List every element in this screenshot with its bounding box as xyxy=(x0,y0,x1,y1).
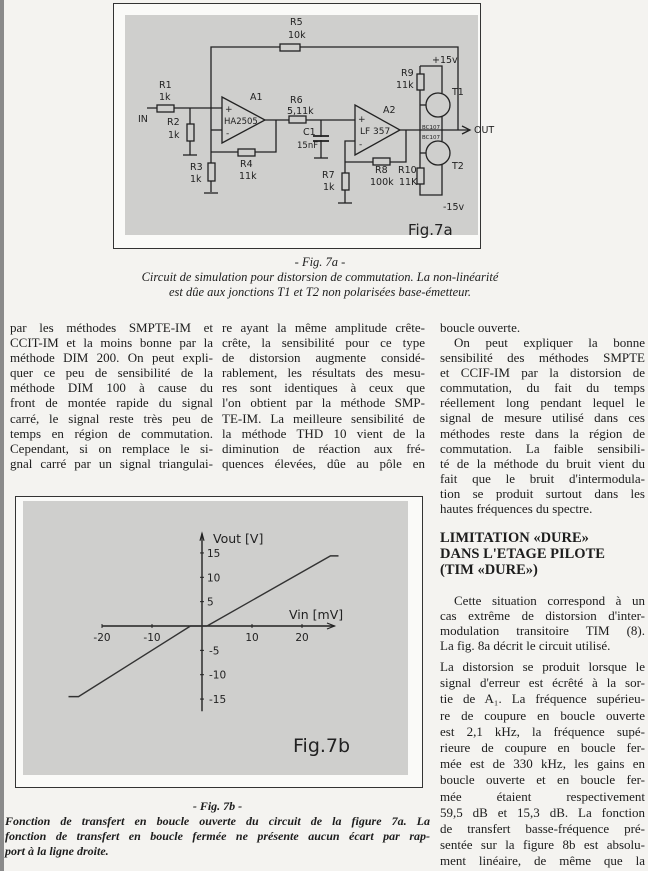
paragraph-line: diminution de réaction aux fré- xyxy=(222,440,425,456)
label-r4-value: 11k xyxy=(239,171,257,182)
figure-7b-caption xyxy=(5,799,430,859)
paragraph-line: res sont identiques à ceux que xyxy=(222,380,425,396)
paragraph-line: méthode DIM 100 à cause du xyxy=(10,380,213,396)
paragraph-line: té de la méthode du bruit vient du xyxy=(440,455,645,471)
paragraph-line: CCIT-IM et la moins bonne par la xyxy=(10,335,213,351)
label-t2: T2 xyxy=(452,161,464,172)
heading-line: LIMITATION «DURE» xyxy=(440,530,589,546)
paragraph-line: re de coupure en boucle ouverte xyxy=(440,707,645,723)
figure-7b-caption-line: Fonction de transfert en boucle ouverte du circuit de la figure 7a. La xyxy=(5,814,430,828)
paragraph-line: rablement, les résultats des mesu- xyxy=(222,365,425,381)
label-r5: R5 xyxy=(290,17,303,28)
label-r3-value: 1k xyxy=(190,174,202,185)
figure-7a-caption-line: Circuit de simulation pour distorsion de commutation. La non-linéarité xyxy=(141,270,499,284)
label-a1: A1 xyxy=(250,92,263,103)
x-tick-label: 20 xyxy=(295,632,309,644)
label-in: IN xyxy=(138,114,148,125)
paragraph-line: quences élevées, dûe au pôle en xyxy=(222,455,425,471)
paragraph-line: de distorsion augmente considé- xyxy=(222,350,425,366)
a1-plus: + xyxy=(225,105,233,115)
label-r8: R8 xyxy=(375,165,388,176)
paragraph-line: Cette situation correspond à un xyxy=(454,593,645,608)
paragraph-line: tie de A₁. La fréquence supérieu- xyxy=(440,691,645,707)
paragraph-line: sensibilité des méthodes SMPTE xyxy=(440,350,645,366)
heading-line: DANS L'ETAGE PILOTE xyxy=(440,546,605,562)
paragraph-line: re ayant la même amplitude crête- xyxy=(222,320,425,335)
paragraph-line: tion se produit surtout dans les xyxy=(440,485,645,501)
paragraph-line: mée étaient respectivement xyxy=(440,788,645,804)
figure-label-7a: Fig.7a xyxy=(408,221,453,239)
paragraph-line: 59,5 dB et 15,3 dB. La fonction xyxy=(440,804,645,820)
label-r6: R6 xyxy=(290,95,303,106)
label-out: OUT xyxy=(474,125,495,136)
paragraph-line: par les méthodes SMPTE-IM et xyxy=(10,320,213,335)
paragraph-line: boucle ouverte. xyxy=(440,320,521,335)
label-r10-value: 11K xyxy=(399,177,418,188)
label-r1: R1 xyxy=(159,80,172,91)
y-tick-label: 15 xyxy=(207,547,221,560)
label-a2: A2 xyxy=(383,105,396,116)
paragraph-line: cas extrême de distorsion d'inter- xyxy=(440,608,645,624)
label-r7-value: 1k xyxy=(323,182,335,193)
heading-line: (TIM «DURE») xyxy=(440,562,538,578)
x-tick-label: 10 xyxy=(245,632,259,644)
paragraph-line: commutation. La faible sensibili- xyxy=(440,440,645,456)
paragraph-line: front de montée rapide du signal xyxy=(10,395,213,411)
label-t1-chip: BC107 xyxy=(422,125,441,131)
paragraph-line: mée est de 330 kHz, les gains en xyxy=(440,756,645,772)
paragraph-line: ment linéaire, de même que la xyxy=(440,853,645,869)
label-r2: R2 xyxy=(167,117,180,128)
y-tick-label: -5 xyxy=(209,645,220,658)
paragraph-line: Cependant, si on remplace le si- xyxy=(10,440,213,456)
figure-7a-caption-line: est dûe aux jonctions T1 et T2 non polarisées base-émetteur. xyxy=(168,285,472,299)
a2-plus: + xyxy=(358,115,366,125)
paragraph-line: carré, le signal reste très peu de xyxy=(10,410,213,426)
paragraph-line: gnal carré par un signal triangulai- xyxy=(10,455,213,471)
y-tick-label: -15 xyxy=(209,694,227,707)
label-r9: R9 xyxy=(401,68,414,79)
a2-minus: - xyxy=(359,140,363,150)
paragraph-line: fait que le bruit d'intermodula- xyxy=(440,470,645,486)
label-vpos: +15v xyxy=(432,55,458,66)
paragraph-line: temps en région de commutation. xyxy=(10,425,213,441)
paragraph-line: quer ce peu de sensibilité de la xyxy=(10,365,213,381)
paragraph-line: TE-IM. La meilleure sensibilité de xyxy=(222,410,425,426)
label-t1: T1 xyxy=(452,87,464,98)
figure-label-7b: Fig.7b xyxy=(293,735,351,757)
label-a2-chip: LF 357 xyxy=(360,127,391,137)
label-r8-value: 100k xyxy=(370,177,394,188)
label-vneg: -15v xyxy=(443,202,465,213)
a1-minus: - xyxy=(226,129,230,139)
label-r9-value: 11k xyxy=(396,80,414,91)
y-tick-label: 10 xyxy=(207,572,221,585)
paragraph-line: la méthode THD 10 vient de la xyxy=(222,425,425,441)
label-r5-value: 10k xyxy=(288,30,306,41)
paragraph-line: commutation, du fait du temps xyxy=(440,380,645,396)
label-c1: C1 xyxy=(303,127,316,138)
label-r10: R10 xyxy=(398,165,417,176)
paragraph-line: de transfert basse-fréquence pré- xyxy=(440,820,645,836)
paragraph-line: sentée sur la figure 8b est absolu- xyxy=(440,837,645,853)
label-t2-chip: BC107 xyxy=(422,135,441,141)
y-tick-label: -10 xyxy=(209,669,227,682)
x-axis-label: Vin [mV] xyxy=(289,607,344,622)
paragraph-line: crête, la sensibilité pour ce type xyxy=(222,335,425,351)
label-a1-chip: HA2505 xyxy=(224,117,258,127)
paragraph-line: On peut expliquer la bonne xyxy=(454,335,645,350)
figure-7a-caption-title: - Fig. 7a - xyxy=(294,255,346,269)
y-axis-label: Vout [V] xyxy=(213,531,264,546)
paragraph-line: méthodes reste dans la région de xyxy=(440,425,645,441)
y-tick-label: 5 xyxy=(207,596,214,609)
x-tick-label: -20 xyxy=(93,632,111,644)
figure-7b-caption-line: port à la ligne droite. xyxy=(5,844,109,858)
paragraph-line: méthode DIM 200. On peut expli- xyxy=(10,350,213,366)
paragraph-line: signal de mesure utilisé dans ces xyxy=(440,410,645,426)
figure-7b-caption-title: - Fig. 7b - xyxy=(192,799,243,813)
paragraph-line: et CCIF-IM par la distorsion de xyxy=(440,365,645,381)
label-r2-value: 1k xyxy=(168,130,180,141)
paragraph-line: La fig. 8a décrit le circuit utilisé. xyxy=(440,638,611,654)
paragraph-line: l'on obtient par la méthode SMP- xyxy=(222,395,425,411)
paragraph-line: hautes fréquences du spectre. xyxy=(440,501,593,517)
label-r3: R3 xyxy=(190,162,203,173)
paragraph-line: réellement long pendant lequel le xyxy=(440,395,645,411)
label-r4: R4 xyxy=(240,159,253,170)
figure-7b-caption-line: fonction de transfert en boucle fermée ne présente aucun écart par rap- xyxy=(5,829,430,843)
label-r1-value: 1k xyxy=(159,92,171,103)
paragraph-line: est 2,1 kHz, la fréquence supé- xyxy=(440,723,645,739)
paragraph-line: boucle ouverte et en boucle fer- xyxy=(440,772,645,788)
paragraph-line: signal d'erreur est écrêté à la sor- xyxy=(440,675,645,691)
x-tick-label: -10 xyxy=(143,632,161,644)
paragraph-line: La distorsion se produit lorsque le xyxy=(440,659,645,674)
paragraph-line: rieure de coupure en boucle fer- xyxy=(440,739,645,755)
label-r7: R7 xyxy=(322,170,335,181)
label-r6-value: 5,11k xyxy=(287,106,314,117)
label-c1-value: 15nF xyxy=(297,141,319,151)
paragraph-line: modulation transitoire TIM (8). xyxy=(440,623,645,639)
